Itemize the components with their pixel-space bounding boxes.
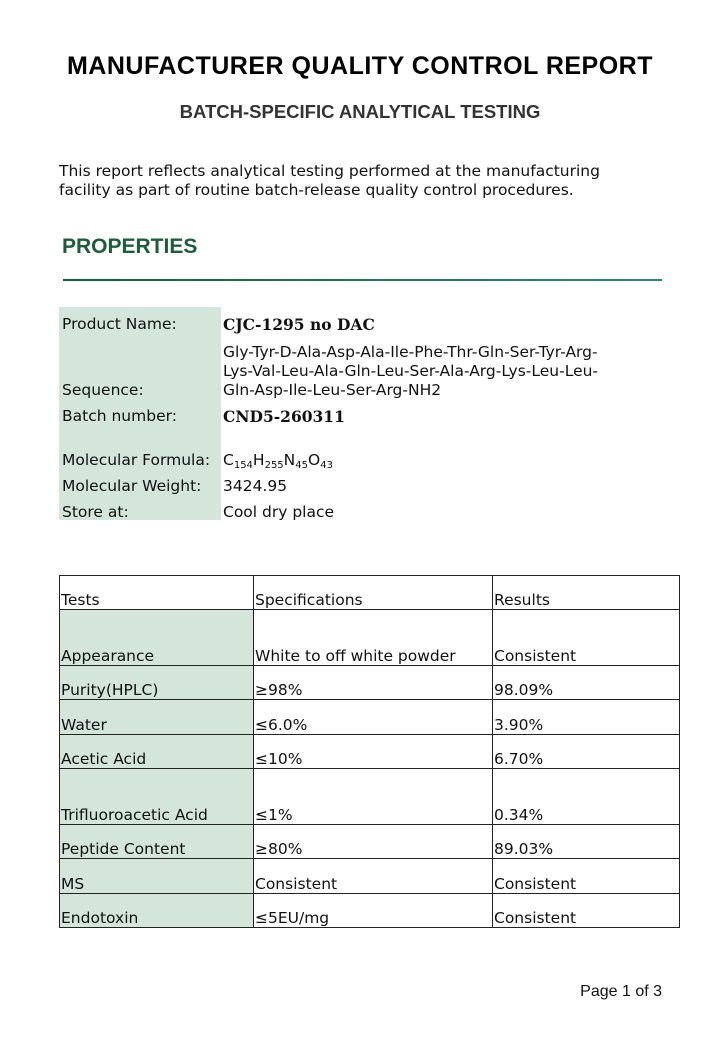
result-cell: Consistent	[493, 610, 680, 666]
result-cell: 89.03%	[493, 825, 680, 859]
table-row	[60, 610, 680, 666]
specification-cell: ≤6.0%	[254, 700, 493, 735]
formula-count: 43	[320, 460, 333, 471]
table-header-row	[60, 576, 680, 610]
table-row	[60, 666, 680, 700]
result-cell: 98.09%	[493, 666, 680, 700]
molecular-formula-value	[223, 451, 333, 471]
specification-cell: ≤5EU/mg	[254, 894, 493, 928]
intro-line: This report reflects analytical testing performed at the manufacturing	[59, 162, 600, 180]
molecular-weight-value: 3424.95	[223, 477, 288, 495]
store-at-value: Cool dry place	[223, 503, 335, 521]
specification-cell: ≥80%	[254, 825, 493, 859]
table-row	[60, 825, 680, 859]
table-row	[60, 859, 680, 894]
formula-element: N	[283, 451, 296, 469]
specification-cell: ≥98%	[254, 666, 493, 700]
specification-cell: White to off white powder	[254, 610, 493, 666]
test-name-cell: Trifluoroacetic Acid	[60, 769, 254, 825]
header-results: Results	[493, 576, 680, 610]
result-cell: 3.90%	[493, 700, 680, 735]
test-name-cell: Appearance	[60, 610, 254, 666]
test-name-cell: Peptide Content	[60, 825, 254, 859]
test-name-cell: Endotoxin	[60, 894, 254, 928]
header-specifications: Specifications	[254, 576, 493, 610]
formula-count: 45	[295, 460, 309, 471]
table-row	[60, 769, 680, 825]
test-name-cell: MS	[60, 859, 254, 894]
sequence-line: Gln-Asp-Ile-Leu-Ser-Arg-NH2	[223, 381, 442, 399]
intro-line: facility as part of routine batch-release quality control procedures.	[59, 181, 574, 199]
formula-count: 154	[233, 460, 253, 471]
table-row	[60, 700, 680, 735]
sequence-line: Lys-Val-Leu-Ala-Gln-Leu-Ser-Ala-Arg-Lys-Leu-Leu-	[223, 362, 599, 380]
store-at-label: Store at:	[62, 503, 129, 521]
properties-heading: PROPERTIES	[62, 235, 198, 258]
report-subtitle: BATCH-SPECIFIC ANALYTICAL TESTING	[179, 101, 541, 122]
intro-paragraph	[59, 162, 659, 200]
section-divider	[63, 279, 662, 281]
product-name-value: CJC-1295 no DAC	[223, 315, 375, 334]
page-number: Page 1 of 3	[580, 983, 662, 1000]
report-title: MANUFACTURER QUALITY CONTROL REPORT	[66, 52, 654, 80]
batch-number-value: CND5-260311	[223, 407, 345, 426]
formula-element: C	[223, 451, 234, 469]
formula-element: O	[308, 451, 321, 469]
specification-cell: ≤10%	[254, 735, 493, 769]
test-name-cell: Water	[60, 700, 254, 735]
product-name-label: Product Name:	[62, 315, 177, 333]
tests-table	[59, 575, 680, 928]
result-cell: 6.70%	[493, 735, 680, 769]
molecular-weight-label: Molecular Weight:	[62, 477, 202, 495]
result-cell: 0.34%	[493, 769, 680, 825]
batch-number-label: Batch number:	[62, 407, 177, 425]
result-cell: Consistent	[493, 894, 680, 928]
sequence-label: Sequence:	[62, 381, 144, 399]
table-row	[60, 894, 680, 928]
molecular-formula-label: Molecular Formula:	[62, 451, 211, 469]
formula-count: 255	[264, 460, 284, 471]
specification-cell: ≤1%	[254, 769, 493, 825]
formula-element: H	[252, 451, 265, 469]
specification-cell: Consistent	[254, 859, 493, 894]
test-name-cell: Purity(HPLC)	[60, 666, 254, 700]
table-row	[60, 735, 680, 769]
header-tests: Tests	[60, 576, 254, 610]
sequence-value	[223, 343, 643, 400]
test-name-cell: Acetic Acid	[60, 735, 254, 769]
sequence-line: Gly-Tyr-D-Ala-Asp-Ala-Ile-Phe-Thr-Gln-Ser-Tyr-Arg-	[223, 343, 598, 361]
result-cell: Consistent	[493, 859, 680, 894]
